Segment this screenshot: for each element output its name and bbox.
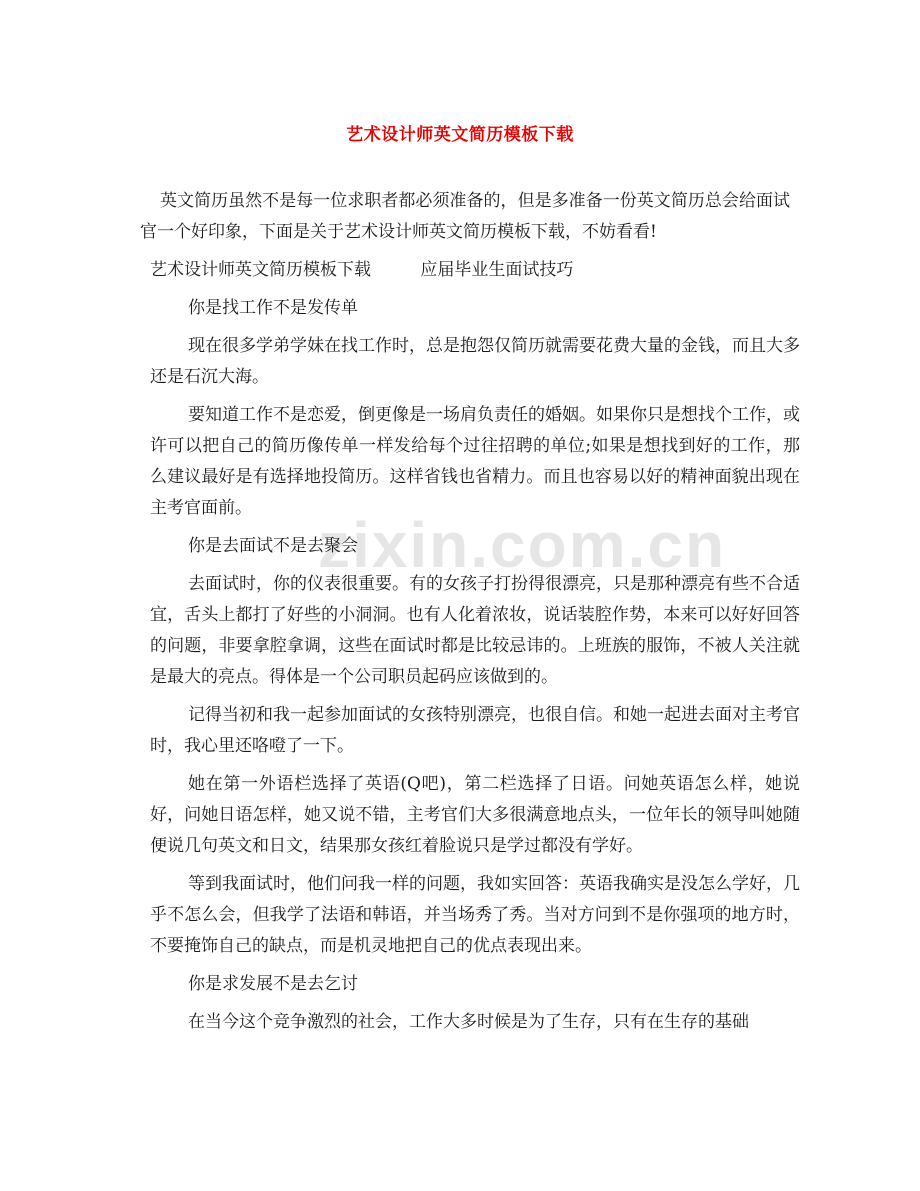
section-heading: 你是求发展不是去乞讨 xyxy=(188,974,358,994)
intro-paragraph: 英文简历虽然不是每一位求职者都必须准备的，但是多准备一份英文简历总会给面试官一个好印象，下面是关于艺术设计师英文简历模板下载，不妨看看! xyxy=(140,191,790,242)
link-resume-template[interactable]: 艺术设计师英文简历模板下载 xyxy=(150,260,371,280)
document-body xyxy=(140,186,800,1038)
paragraph: 记得当初和我一起参加面试的女孩特别漂亮，也很自信。和她一起进去面对主考官时，我心里还咯噔了一下。 xyxy=(150,705,800,756)
paragraph: 去面试时，你的仪表很重要。有的女孩子打扮得很漂亮，只是那种漂亮有些不合适宜，舌头上都打了好些的小洞洞。也有人化着浓妆，说话装腔作势，本来可以好好回答的问题，非要拿腔拿调，这些在面试时都是比较忌讳的。上班族的服饰，不被人关注就是最大的亮点。得体是一个公司职员起码应该做到的。 xyxy=(150,574,800,687)
paragraph: 要知道工作不是恋爱，倒更像是一场肩负责任的婚姻。如果你只是想找个工作，或许可以把自己的简历像传单一样发给每个过往招聘的单位;如果是想找到好的工作，那么建议最好是有选择地投简历。这样省钱也省精力。而且也容易以好的精神面貌出现在主考官面前。 xyxy=(150,405,800,518)
document-title: 艺术设计师英文简历模板下载 xyxy=(346,125,574,145)
paragraph: 等到我面试时，他们问我一样的问题，我如实回答：英语我确实是没怎么学好，几乎不怎么会，但我学了法语和韩语，并当场秀了秀。当对方问到不是你强项的地方时，不要掩饰自己的缺点，而是机灵地把自己的优点表现出来。 xyxy=(150,874,800,956)
section-heading: 你是去面试不是去聚会 xyxy=(188,536,358,556)
paragraph: 现在很多学弟学妹在找工作时，总是抱怨仅简历就需要花费大量的金钱，而且大多还是石沉大海。 xyxy=(150,336,800,387)
related-links xyxy=(150,255,800,286)
link-interview-tips[interactable]: 应届毕业生面试技巧 xyxy=(420,260,574,280)
watermark: zixin.com.cn xyxy=(318,509,727,581)
paragraph: 在当今这个竞争激烈的社会，工作大多时候是为了生存，只有在生存的基础 xyxy=(188,1012,749,1032)
paragraph: 她在第一外语栏选择了英语(Q吧)，第二栏选择了日语。问她英语怎么样，她说好，问她日语怎样，她又说不错，主考官们大多很满意地点头，一位年长的领导叫她随便说几句英文和日文，结果那女孩红着脸说只是学过都没有学好。 xyxy=(150,774,800,856)
section-heading: 你是找工作不是发传单 xyxy=(188,298,358,318)
